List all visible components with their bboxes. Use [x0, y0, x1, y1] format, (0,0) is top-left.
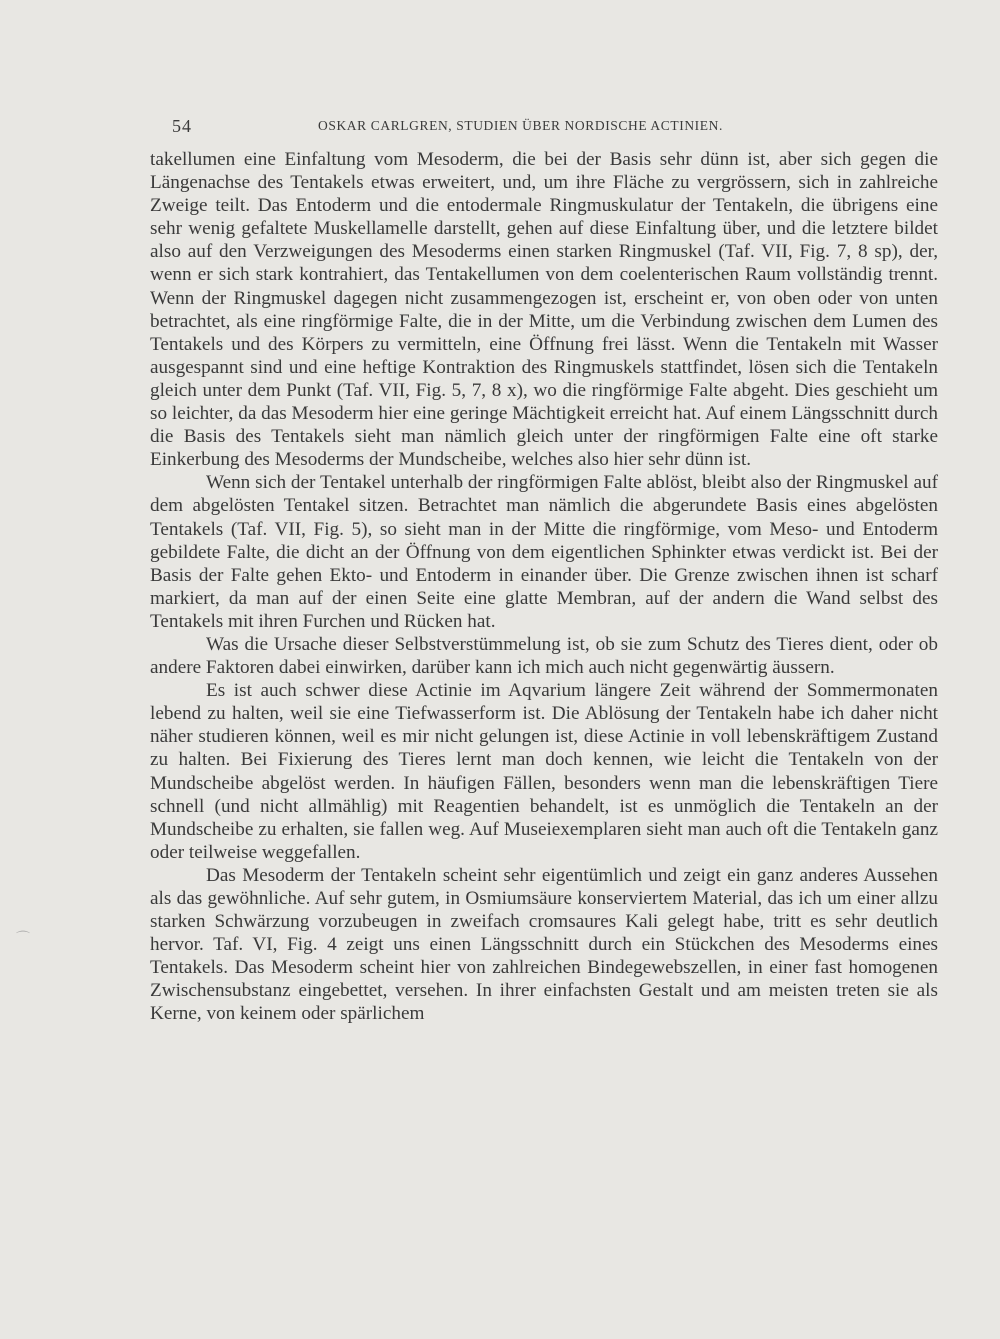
paragraph-2: Wenn sich der Tentakel unterhalb der ringförmigen Falte ablöst, bleibt also der Ringmuskel auf dem abgelösten Tentakel sitzen. Betrachtet man nämlich die abgerundete Basis eines abgelösten Tentakels (Taf. VII, Fig. 5), so sieht man in der Mitte die ringförmige, vom Meso- und Entoderm gebildete Falte, die dicht an der Öffnung von dem eigentlichen Sphinkter etwas verdickt ist. Bei der Basis der Falte gehen Ekto- und Entoderm in einander über. Die Grenze zwischen ihnen ist scharf markiert, da man auf der einen Seite eine glatte Membran, auf der andern die Wand selbst des Tentakels mit ihren Furchen und Rücken hat.	[150, 472, 938, 632]
page-number: 54	[172, 116, 192, 136]
paragraph-4: Es ist auch schwer diese Actinie im Aqvarium längere Zeit während der Sommermonaten lebend zu halten, weil sie eine Tiefwasserform ist. Die Ablösung der Tentakeln habe ich daher nicht näher studieren können, weil es mir nicht gelungen ist, diese Actinie in voll lebenskräftigem Zustand zu halten. Bei Fixierung des Tieres lernt man doch kennen, wie leicht die Tentakeln von der Mundscheibe abgelöst werden. In häufigen Fällen, besonders wenn man die lebenskräftigen Tiere schnell (und nicht allmählig) mit Reagentien behandelt, ist es unmöglich die Tentakeln an der Mundscheibe zu erhalten, sie fallen weg. Auf Museiexemplaren sieht man auch oft die Tentakeln ganz oder teilweise weggefallen.	[150, 680, 938, 863]
paragraph-1: takellumen eine Einfaltung vom Mesoderm, die bei der Basis sehr dünn ist, aber sich gegen die Längenachse des Tentakels etwas erweitert, und, um ihre Fläche zu vergrössern, sich in zahlreiche Zweige teilt. Das Entoderm und die entodermale Ringmuskulatur der Tentakeln, die übrigens eine sehr wenig gefaltete Muskellamelle darstellt, gehen auf diese Einfaltung über, und die letztere bildet also auf den Verzweigungen des Mesoderms einen starken Ringmuskel (Taf. VII, Fig. 7, 8 sp), der, wenn er sich stark kontrahiert, das Tentakellumen von dem coelenterischen Raum vollständig trennt. Wenn der Ringmuskel dagegen nicht zusammengezogen ist, erscheint er, von oben oder von unten betrachtet, als eine ringförmige Falte, die in der Mitte, um die Verbindung zwischen dem Lumen des Tentakels und des Körpers zu vermitteln, eine Öffnung frei lässt. Wenn die Tentakeln mit Wasser ausgespannt sind und eine heftige Kontraktion des Ringmuskels stattfindet, lösen sich die Tentakeln gleich unter dem Punkt (Taf. VII, Fig. 5, 7, 8 x), wo die ringförmige Falte abgeht. Dies geschieht um so leichter, da das Mesoderm hier eine geringe Mächtigkeit erreicht hat. Auf einem Längsschnitt durch die Basis des Tentakels sieht man nämlich gleich unter der ringförmigen Falte eine oft starke Einkerbung des Mesoderms der Mundscheibe, welches also hier sehr dünn ist.	[150, 149, 938, 471]
page-header	[172, 116, 780, 140]
body-text	[150, 148, 938, 1026]
running-title: OSKAR CARLGREN, STUDIEN ÜBER NORDISCHE ACTINIEN.	[318, 118, 723, 133]
paragraph-3: Was die Ursache dieser Selbstverstümmelung ist, ob sie zum Schutz des Tieres dient, oder ob andere Faktoren dabei einwirken, darüber kann ich mich auch nicht gegenwärtig äussern.	[150, 633, 938, 679]
margin-mark: ⌒	[16, 932, 30, 947]
paragraph-5: Das Mesoderm der Tentakeln scheint sehr eigentümlich und zeigt ein ganz anderes Aussehen als das gewöhnliche. Auf sehr gutem, in Osmiumsäure konserviertem Material, das ich um einer allzu starken Schwärzung vorzubeugen in zweifach cromsaures Kali gelegt habe, tritt es sehr deutlich hervor. Taf. VI, Fig. 4 zeigt uns einen Längsschnitt durch ein Stückchen des Mesoderms eines Tentakels. Das Mesoderm scheint hier von zahlreichen Bindegewebszellen, in einer fast homogenen Zwischensubstanz eingebettet, versehen. In ihrer einfachsten Gestalt und am meisten treten sie als Kerne, von keinem oder spärlichem	[150, 864, 938, 1025]
